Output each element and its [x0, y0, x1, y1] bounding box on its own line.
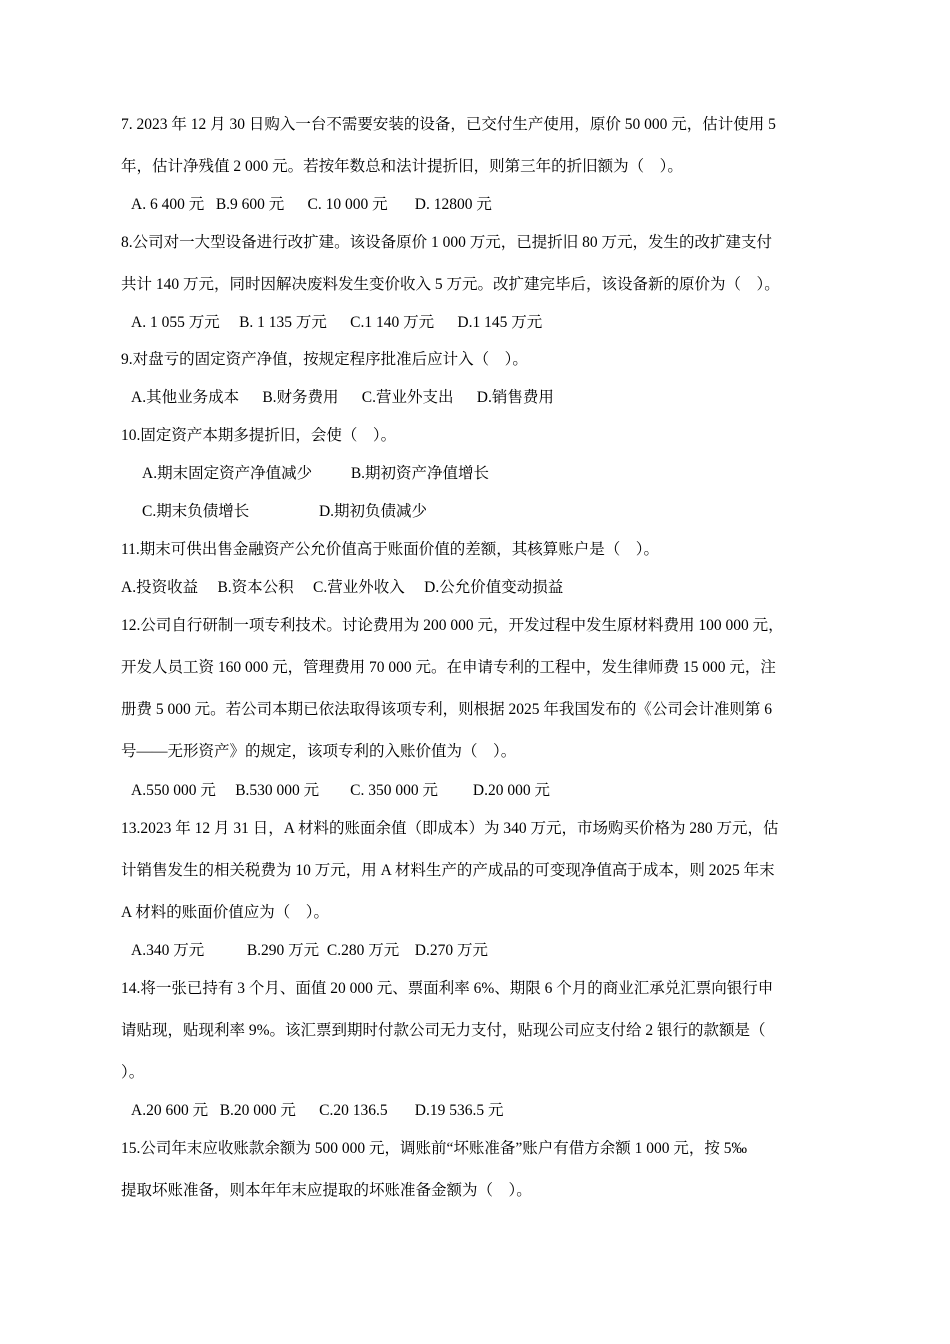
question-11-options: A.投资收益 B.资本公积 C.营业外收入 D.公允价值变动损益 [121, 579, 564, 596]
question-7-line-2: 年，估计净残值 2 000 元。若按年数总和法计提折旧，则第三年的折旧额为（ ）。 [121, 158, 683, 175]
question-13-line-2: 计销售发生的相关税费为 10 万元，用 A 材料生产的产成品的可变现净值高于成本，则 2025 年末 [121, 862, 775, 879]
question-13-line-3: A 材料的账面价值应为（ ）。 [121, 904, 329, 921]
question-12-line-3: 册费 5 000 元。若公司本期已依法取得该项专利，则根据 2025 年我国发布的《公司会计准则第 6 [121, 701, 773, 718]
question-10-options-1: A.期末固定资产净值减少 B.期初资产净值增长 [142, 465, 490, 482]
question-12-line-4: 号——无形资产》的规定，该项专利的入账价值为（ ）。 [121, 743, 517, 760]
question-13-line-1: 13.2023 年 12 月 31 日，A 材料的账面余值（即成本）为 340 万元，市场购买价格为 280 万元，估 [121, 820, 779, 837]
question-9-options: A.其他业务成本 B.财务费用 C.营业外支出 D.销售费用 [131, 389, 554, 406]
question-9-line-1: 9.对盘亏的固定资产净值，按规定程序批准后应计入（ ）。 [121, 351, 528, 368]
question-8-options: A. 1 055 万元 B. 1 135 万元 C.1 140 万元 D.1 145 万元 [131, 314, 543, 331]
question-12-options: A.550 000 元 B.530 000 元 C. 350 000 元 D.20 000 元 [131, 782, 550, 799]
question-14-options: A.20 600 元 B.20 000 元 C.20 136.5 D.19 536.5 元 [131, 1102, 504, 1119]
question-8-line-1: 8.公司对一大型设备进行改扩建。该设备原价 1 000 万元，已提折旧 80 万元，发生的改扩建支付 [121, 234, 773, 251]
question-10-options-2: C.期末负债增长 D.期初负债减少 [142, 503, 428, 520]
question-7-line-1: 7. 2023 年 12 月 30 日购入一台不需要安装的设备，已交付生产使用，原价 50 000 元，估计使用 5 [121, 116, 776, 133]
question-11-line-1: 11.期末可供出售金融资产公允价值高于账面价值的差额，其核算账户是（ ）。 [121, 541, 660, 558]
question-13-options: A.340 万元 B.290 万元 C.280 万元 D.270 万元 [131, 942, 488, 959]
question-12-line-1: 12.公司自行研制一项专利技术。讨论费用为 200 000 元，开发过程中发生原材料费用 100 000 元， [121, 617, 784, 634]
question-12-line-2: 开发人员工资 160 000 元，管理费用 70 000 元。在申请专利的工程中，发生律师费 15 000 元，注 [121, 659, 776, 676]
question-14-line-1: 14.将一张已持有 3 个月、面值 20 000 元、票面利率 6%、期限 6 个月的商业汇承兑汇票向银行申 [121, 980, 774, 997]
question-14-line-2: 请贴现，贴现利率 9%。该汇票到期时付款公司无力支付，贴现公司应支付给 2 银行的款额是（ [121, 1022, 766, 1039]
question-10-line-1: 10.固定资产本期多提折旧，会使（ ）。 [121, 427, 397, 444]
question-14-line-3: ）。 [121, 1064, 145, 1081]
question-8-line-2: 共计 140 万元，同时因解决废料发生变价收入 5 万元。改扩建完毕后，该设备新的原价为（ ）。 [121, 276, 780, 293]
question-7-options: A. 6 400 元 B.9 600 元 C. 10 000 元 D. 12800 元 [131, 196, 492, 213]
question-15-line-2: 提取坏账准备，则本年年末应提取的坏账准备金额为（ ）。 [121, 1182, 532, 1199]
question-15-line-1: 15.公司年末应收账款余额为 500 000 元，调账前“坏账准备”账户有借方余额 1 000 元，按 5‰ [121, 1140, 748, 1157]
